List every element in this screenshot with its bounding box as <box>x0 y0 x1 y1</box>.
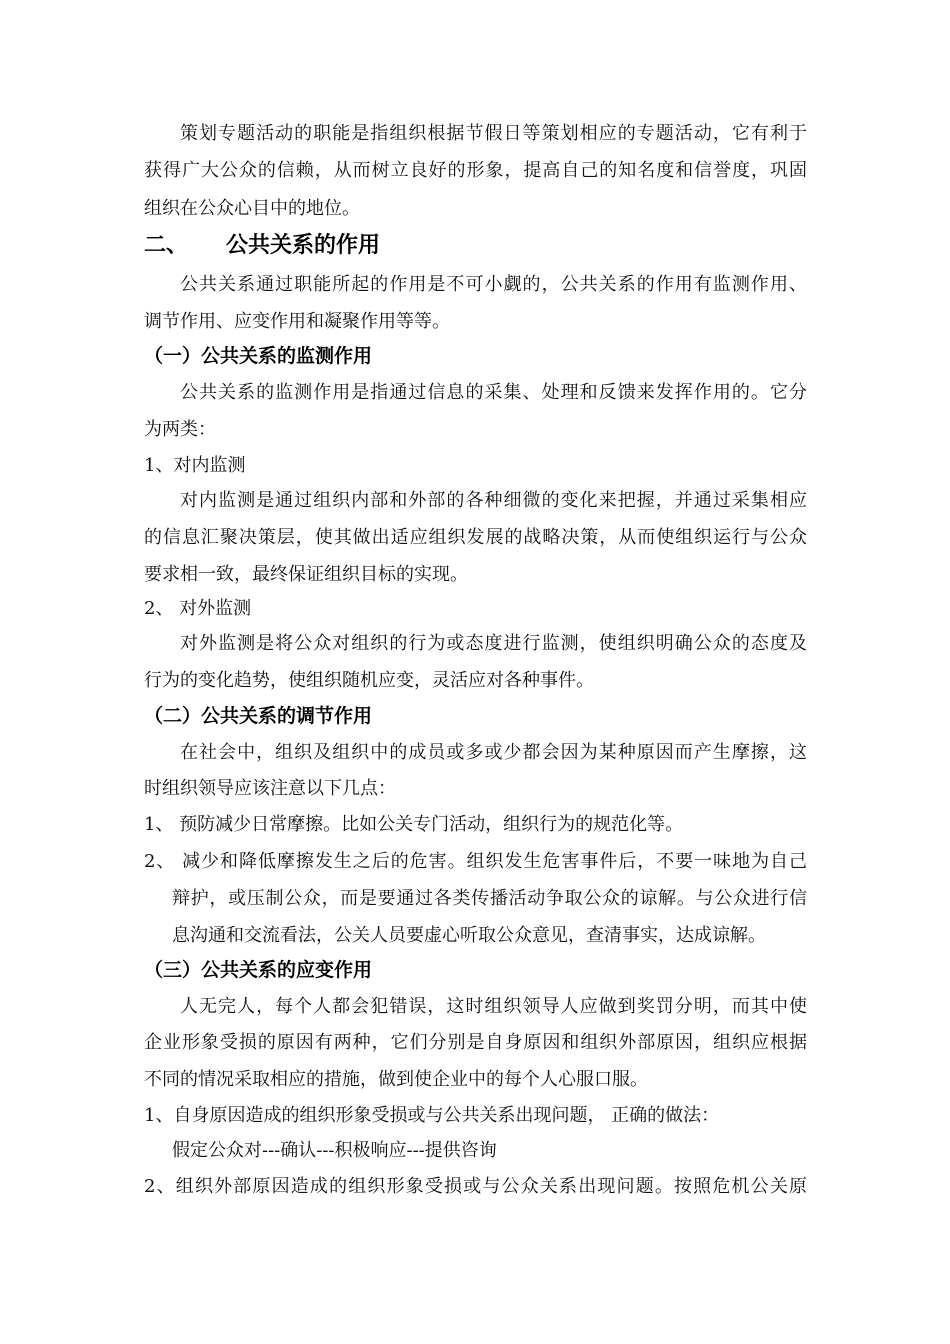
list-item-continuation: 辩护，或压制公众，而是要通过各类传播活动争取公众的谅解。与公众进行信 <box>172 888 807 909</box>
paragraph-line: 对外监测是将公众对组织的行为或态度进行监测，使组织明确公众的态度及 <box>180 633 807 654</box>
paragraph-line: 企业形象受损的原因有两种，它们分别是自身原因和组织外部原因，组织应根据 <box>144 1032 807 1053</box>
section-heading <box>144 232 380 260</box>
paragraph-line: 公共关系的监测作用是指通过信息的采集、处理和反馈来发挥作用的。它分 <box>180 382 807 403</box>
paragraph-line: 获得广大公众的信赖，从而树立良好的形象，提高自己的知名度和信誉度，巩固 <box>144 160 807 181</box>
list-item: 1、自身原因造成的组织形象受损或与公共关系出现问题， 正确的做法： <box>144 1105 720 1126</box>
list-item: 2、 减少和降低摩擦发生之后的危害。组织发生危害事件后，不要一味地为自己 <box>144 851 807 872</box>
section-title: 公共关系的作用 <box>226 233 381 258</box>
paragraph-line: 的信息汇聚决策层，使其做出适应组织发展的战略决策，从而使组织运行与公众 <box>144 527 807 548</box>
subsection-heading: （三）公共关系的应变作用 <box>144 959 373 981</box>
paragraph-line: 策划专题活动的职能是指组织根据节假日等策划相应的专题活动，它有利于 <box>180 123 807 144</box>
paragraph-line: 要求相一致，最终保证组织目标的实现。 <box>144 564 468 585</box>
paragraph-line: 时组织领导应该注意以下几点： <box>144 778 396 799</box>
paragraph-line: 对内监测是通过组织内部和外部的各种细微的变化来把握，并通过采集相应 <box>180 490 807 511</box>
list-item-sub: 假定公众对---确认---积极响应---提供咨询 <box>172 1140 497 1161</box>
list-item: 1、 预防减少日常摩擦。比如公关专门活动，组织行为的规范化等。 <box>144 814 684 835</box>
list-item-title: 1、对内监测 <box>144 455 246 476</box>
list-item-title: 2、 对外监测 <box>144 598 252 619</box>
section-number: 二、 <box>144 233 189 258</box>
paragraph-line: 在社会中，组织及组织中的成员或多或少都会因为某种原因而产生摩擦，这 <box>180 742 807 763</box>
list-item: 2、组织外部原因造成的组织形象受损或与公众关系出现问题。按照危机公关原 <box>144 1176 807 1197</box>
paragraph-line: 公共关系通过职能所起的作用是不可小觑的，公共关系的作用有监测作用、 <box>180 274 807 295</box>
list-item-continuation: 息沟通和交流看法，公关人员要虚心听取公众意见，查清事实，达成谅解。 <box>172 925 766 946</box>
paragraph-line: 组织在公众心目中的地位。 <box>144 198 360 219</box>
paragraph-line: 不同的情况采取相应的措施，做到使企业中的每个人心服口服。 <box>144 1069 648 1090</box>
paragraph-line: 为两类： <box>144 419 216 440</box>
subsection-heading: （一）公共关系的监测作用 <box>144 345 373 367</box>
paragraph-line: 人无完人，每个人都会犯错误，这时组织领导人应做到奖罚分明，而其中使 <box>180 996 807 1017</box>
paragraph-line: 行为的变化趋势，使组织随机应变，灵活应对各种事件。 <box>144 670 594 691</box>
subsection-heading: （二）公共关系的调节作用 <box>144 705 373 727</box>
paragraph-line: 调节作用、应变作用和凝聚作用等等。 <box>144 311 450 332</box>
